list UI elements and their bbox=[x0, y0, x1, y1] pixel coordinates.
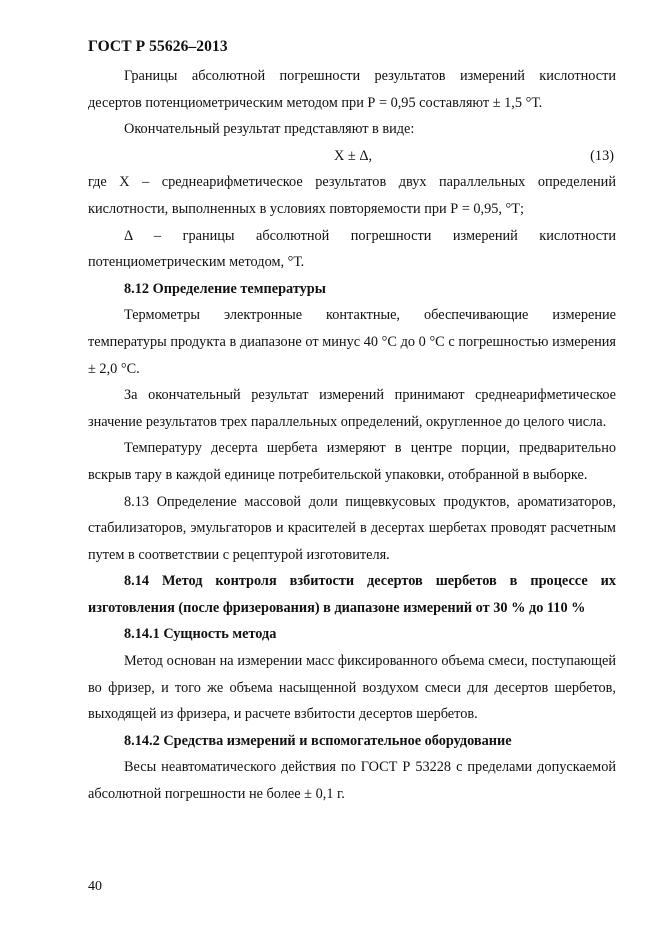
heading-8-14: 8.14 Метод контроля взбитости десертов шербетов в процессе их изготовления (после фризерования) в диапазоне измерений от 30 % до 110 % bbox=[88, 573, 616, 616]
heading-8-14-1: 8.14.1 Сущность метода bbox=[124, 626, 277, 643]
paragraph-where-x: где X – среднеарифметическое результатов двух параллельных определений кислотности, выполненных в условиях повторяемости при Р = 0,95, °Т; bbox=[88, 174, 616, 217]
paragraph-error-bounds: Границы абсолютной погрешности результатов измерений кислотности десертов потенциометрическим методом при Р = 0,95 составляют ± 1,5 °Т. bbox=[88, 68, 616, 111]
standard-header: ГОСТ Р 55626–2013 bbox=[88, 38, 228, 55]
formula-number: (13) bbox=[590, 147, 614, 164]
paragraph-dessert-temperature: Температуру десерта шербета измеряют в центре порции, предварительно вскрыв тару в каждой единице потребительской упаковки, отобранной в выборке. bbox=[88, 440, 616, 483]
paragraph-method-essence: Метод основан на измерении масс фиксированного объема смеси, поступающей во фризер, и того же объема насыщенной воздухом смеси для десертов шербетов, выходящей из фризера, и расчете взбитости десертов шербетов. bbox=[88, 653, 616, 723]
paragraph-scales: Весы неавтоматического действия по ГОСТ Р 53228 с пределами допускаемой абсолютной погрешности не более ± 0,1 г. bbox=[88, 759, 616, 803]
page-number: 40 bbox=[88, 879, 102, 894]
heading-8-14-2: 8.14.2 Средства измерений и вспомогательное оборудование bbox=[124, 732, 512, 749]
paragraph-final-result: За окончательный результат измерений принимают среднеарифметическое значение результатов трех параллельных определений, округленное до целого числа. bbox=[88, 387, 616, 430]
formula-expression: X ± Δ, bbox=[334, 147, 373, 164]
paragraph-delta: Δ – границы абсолютной погрешности измерений кислотности потенциометрическим методом, °Т. bbox=[88, 227, 616, 271]
formula-13 bbox=[88, 143, 616, 170]
document-body bbox=[88, 63, 616, 808]
paragraph-result-form: Окончательный результат представляют в виде: bbox=[124, 121, 415, 138]
heading-8-12: 8.12 Определение температуры bbox=[124, 280, 326, 297]
paragraph-thermometers: Термометры электронные контактные, обеспечивающие измерение температуры продукта в диапазоне от минус 40 °С до 0 °С с погрешностью измерения ± 2,0 °С. bbox=[88, 307, 616, 377]
paragraph-8-13: 8.13 Определение массовой доли пищевкусовых продуктов, ароматизаторов, стабилизаторов, эмульгаторов и красителей в десертах шербетах проводят расчетным путем в соответствии с рецептурой изготовителя. bbox=[88, 493, 616, 563]
